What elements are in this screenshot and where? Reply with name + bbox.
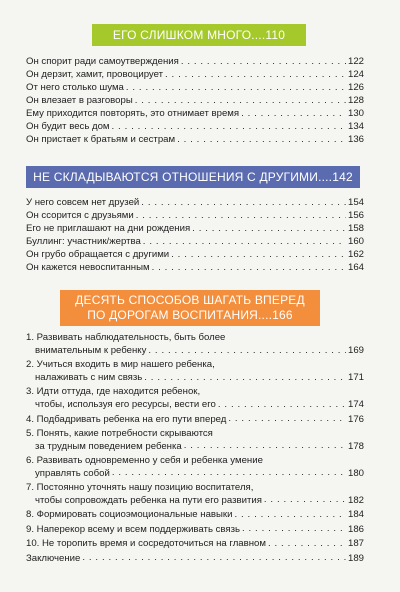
toc-list-relationships xyxy=(26,196,364,274)
entry-page: 128 xyxy=(347,95,364,106)
entry-page: 171 xyxy=(347,372,364,383)
entry-title: Он дерзит, хамит, провоцирует xyxy=(26,69,164,80)
toc-entry[interactable] xyxy=(26,133,364,146)
entry-title-line: управлять собой xyxy=(35,467,110,479)
leader-dots xyxy=(171,248,346,261)
section-title-line1: ДЕСЯТЬ СПОСОБОВ ШАГАТЬ ВПЕРЕД xyxy=(75,293,305,307)
entry-page: 158 xyxy=(347,223,364,234)
entry-page: 156 xyxy=(347,210,364,221)
entry-title-line: 2. Учиться входить в мир нашего ребенка, xyxy=(26,359,215,370)
leader-dots xyxy=(112,120,346,133)
entry-page: 134 xyxy=(347,121,364,132)
entry-page: 122 xyxy=(347,56,364,67)
entry-title: Он пристает к братьям и сестрам xyxy=(26,134,176,145)
leader-dots xyxy=(144,372,346,385)
leader-dots xyxy=(192,222,346,235)
toc-entry[interactable] xyxy=(26,413,364,426)
toc-entry[interactable] xyxy=(26,235,364,248)
entry-page: 174 xyxy=(347,399,364,410)
entry-title-line: 1. Развивать наблюдательность, быть более xyxy=(26,332,226,343)
toc-entry[interactable] xyxy=(26,81,364,94)
toc-entry[interactable] xyxy=(26,261,364,274)
toc-entry[interactable] xyxy=(26,107,364,120)
toc-entry[interactable] xyxy=(26,509,364,522)
leader-dots xyxy=(264,494,346,507)
entry-page: 160 xyxy=(347,236,364,247)
leader-dots xyxy=(234,509,346,522)
entry-title-line: 4. Подбадривать ребенка на его пути вперед xyxy=(26,413,227,425)
leader-dots xyxy=(82,552,346,565)
section-title: ЕГО СЛИШКОМ МНОГО....110 xyxy=(112,27,286,42)
toc-list-too-much xyxy=(26,55,364,146)
entry-title: Он влезает в разговоры xyxy=(26,95,133,106)
entry-page: 126 xyxy=(347,82,364,93)
leader-dots xyxy=(242,523,346,536)
leader-dots xyxy=(148,345,346,358)
entry-page: 178 xyxy=(347,440,364,452)
entry-page: 189 xyxy=(347,552,364,564)
entry-title: Буллинг: участник/жертва xyxy=(26,236,141,247)
toc-entry[interactable] xyxy=(26,55,364,68)
entry-title: Его не приглашают на дни рождения xyxy=(26,223,191,234)
section-banner-too-much xyxy=(92,24,306,46)
section-title-line2: ПО ДОРОГАМ ВОСПИТАНИЯ....166 xyxy=(87,308,293,322)
entry-page: 164 xyxy=(347,262,364,273)
entry-title-line: 6. Развивать одновременно у себя и ребенка умение xyxy=(26,454,263,466)
leader-dots xyxy=(136,209,346,222)
entry-title-line: чтобы, используя его ресурсы, вести его xyxy=(35,399,216,410)
toc-entry[interactable] xyxy=(26,248,364,261)
leader-dots xyxy=(218,399,346,412)
entry-title: Он грубо обращается с другими xyxy=(26,249,170,260)
entry-page: 162 xyxy=(347,249,364,260)
leader-dots xyxy=(165,68,346,81)
toc-entry[interactable] xyxy=(26,209,364,222)
leader-dots xyxy=(268,538,346,551)
entry-title: Он будит весь дом xyxy=(26,121,110,132)
toc-entry[interactable] xyxy=(26,120,364,133)
entry-page: 182 xyxy=(347,494,364,506)
entry-page: 187 xyxy=(347,538,364,549)
leader-dots xyxy=(177,133,346,146)
entry-title: У него совсем нет друзей xyxy=(26,197,140,208)
section-banner-relationships xyxy=(26,166,360,188)
toc-entry[interactable] xyxy=(26,68,364,81)
toc-entry[interactable] xyxy=(26,455,364,481)
entry-page: 130 xyxy=(347,108,364,119)
leader-dots xyxy=(241,107,346,120)
toc-entry[interactable] xyxy=(26,428,364,454)
toc-entry[interactable] xyxy=(26,196,364,209)
entry-page: 176 xyxy=(347,413,364,425)
entry-page: 169 xyxy=(347,345,364,356)
entry-title: Ему приходится повторять, это отнимает время xyxy=(26,108,240,119)
entry-page: 136 xyxy=(347,134,364,145)
leader-dots xyxy=(181,55,346,68)
section-title: НЕ СКЛАДЫВАЮТСЯ ОТНОШЕНИЯ С ДРУГИМИ....142 xyxy=(33,169,353,184)
leader-dots xyxy=(126,81,346,94)
entry-page: 154 xyxy=(347,197,364,208)
toc-entry[interactable] xyxy=(26,523,364,536)
entry-title-line: чтобы сопровождать ребенка на пути его развития xyxy=(35,494,262,506)
leader-dots xyxy=(143,235,346,248)
toc-list-ten-ways xyxy=(26,332,364,567)
section-banner-ten-ways xyxy=(60,290,320,326)
entry-title-line: 9. Наперекор всему и всем поддерживать связь xyxy=(26,523,240,535)
entry-page: 184 xyxy=(347,509,364,520)
entry-title-line: 10. Не торопить время и сосредоточиться на главном xyxy=(26,538,266,549)
toc-entry[interactable] xyxy=(26,386,364,412)
entry-title: От него столько шума xyxy=(26,82,124,93)
entry-title: Он ссорится с друзьями xyxy=(26,210,134,221)
entry-page: 180 xyxy=(347,467,364,479)
entry-title: Он спорит ради самоутверждения xyxy=(26,56,179,67)
toc-entry[interactable] xyxy=(26,222,364,235)
entry-title-line: внимательным к ребенку xyxy=(35,345,147,356)
entry-title-line: 8. Формировать социоэмоциональные навыки xyxy=(26,509,233,520)
entry-title-line: 3. Идти оттуда, где находится ребенок, xyxy=(26,386,201,397)
entry-title-line: 5. Понять, какие потребности скрываются xyxy=(26,427,213,439)
toc-entry[interactable] xyxy=(26,94,364,107)
entry-page: 186 xyxy=(347,523,364,535)
entry-page: 124 xyxy=(347,69,364,80)
entry-title-line: налаживать с ним связь xyxy=(35,372,143,383)
leader-dots xyxy=(184,440,346,453)
entry-title-line: Заключение xyxy=(26,552,81,564)
leader-dots xyxy=(152,261,346,274)
leader-dots xyxy=(135,94,346,107)
leader-dots xyxy=(112,467,346,480)
toc-entry[interactable] xyxy=(26,482,364,508)
entry-title-line: 7. Постоянно уточнять нашу позицию воспитателя, xyxy=(26,481,254,493)
entry-title-line: за трудным поведением ребенка xyxy=(35,440,182,452)
toc-entry[interactable] xyxy=(26,332,364,358)
entry-title: Он кажется невоспитанным xyxy=(26,262,150,273)
toc-entry[interactable] xyxy=(26,359,364,385)
leader-dots xyxy=(141,196,346,209)
toc-entry[interactable] xyxy=(26,538,364,551)
leader-dots xyxy=(228,413,346,426)
toc-entry-conclusion[interactable] xyxy=(26,552,364,565)
